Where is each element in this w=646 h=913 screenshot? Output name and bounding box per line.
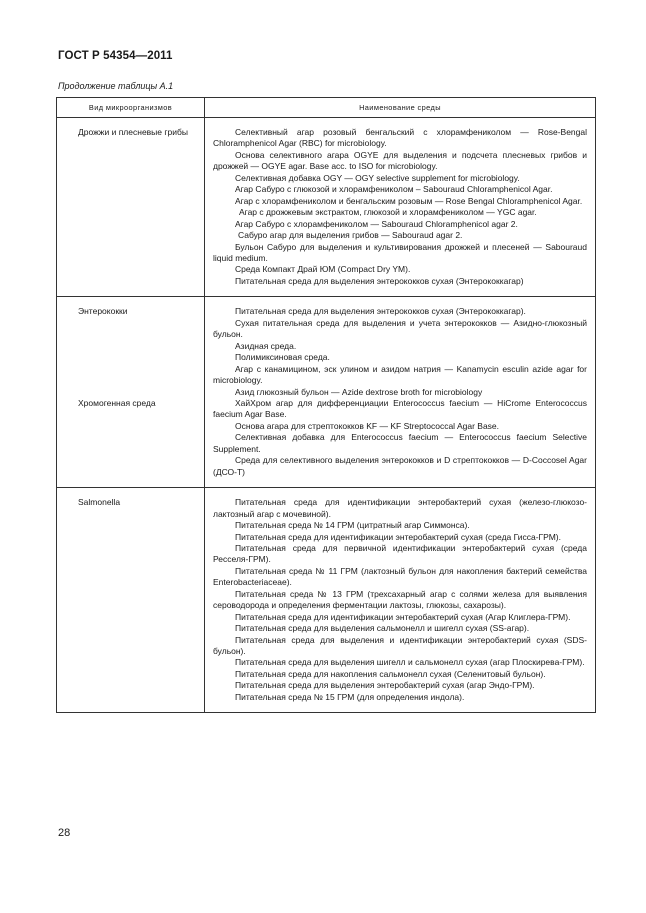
media-item: Питательная среда для первичной идентификации энтеробактерий сухая (среда Ресселя-ГРМ). — [213, 542, 587, 565]
media-item: Питательная среда для выделения энтерококков сухая (Энтерококкагар) — [235, 275, 524, 286]
media-item: Селективный агар розовый бенгальский с хлорамфениколом — Rose-Bengal Chloramphenicol Agar (RBC) for microbiology. — [213, 127, 587, 149]
media-item: Агар Сабуро с хлорамфениколом — Sabouraud Chloramphenicol agar 2. — [235, 218, 518, 229]
media-item: Питательная среда № 11 ГРМ (лактозный бульон для накопления бактерий семейства Enterobacteriaceae). — [213, 565, 587, 588]
document-header: ГОСТ Р 54354—2011 — [58, 50, 173, 62]
media-item: Агар с канамицином, эск улином и азидом натрия — Kanamycin esculin azide agar for microbiology. — [213, 363, 587, 386]
organism-name: Дрожжи и плесневые грибы — [78, 127, 188, 137]
media-item: Агар Сабуро с глюкозой и хлорамфениколом – Sabouraud Chloramphenicol Agar. — [235, 184, 553, 195]
media-item: ХайХром агар для дифференциации Enterococcus faecium — HiCrome Enterococcus faecium Agar Base. — [213, 397, 587, 420]
media-item: Среда для селективного выделения энтерококков и D стрептококков — D-Coccosel Agar (ДСО-Т) — [213, 455, 587, 477]
media-item: Азид глюкозный бульон — Azide dextrose broth for microbiology — [235, 386, 483, 397]
media-item: Агар с хлорамфениколом и бенгальским розовым — Rose Bengal Chloramphenicol Agar. — [235, 195, 583, 206]
table-row-yeasts — [57, 118, 596, 297]
media-item: Питательная среда № 15 ГРМ (для определения индола). — [235, 691, 465, 702]
organism-name: Хромогенная среда — [78, 397, 156, 408]
media-item: Сабуро агар для выделения грибов — Sabouraud agar 2. — [238, 230, 463, 241]
organism-name: Salmonella — [78, 497, 121, 508]
table-row-enterococci — [57, 297, 596, 488]
media-cell — [205, 118, 596, 297]
media-item: Питательная среда для выделения и идентификации энтеробактерий сухая (SDS-бульон). — [213, 634, 587, 657]
media-item: Селективная добавка для Enterococcus faecium — Enterococcus faecium Selective Supplement. — [213, 432, 587, 454]
organism-name: Энтерококки — [78, 306, 128, 317]
media-item: Питательная среда для идентификации энтеробактерий сухая (железо-глюкозо-лактозный агар с мочевиной). — [213, 497, 587, 519]
column-header-media: Наименование среды — [205, 98, 596, 118]
media-item: Питательная среда для накопления сальмонелл сухая (Селенитовый бульон). — [235, 668, 546, 679]
media-item: Азидная среда. — [235, 340, 297, 351]
media-cell — [205, 488, 596, 713]
organisms-cell — [57, 297, 205, 488]
column-header-organisms: Вид микроорганизмов — [57, 98, 205, 118]
media-item: Бульон Сабуро для выделения и культивирования дрожжей и плесеней — Sabouraud liquid medium. — [213, 241, 587, 263]
table-caption: Продолжение таблицы А.1 — [58, 81, 174, 91]
media-cell — [205, 297, 596, 488]
organisms-cell — [57, 118, 205, 297]
table-row-salmonella — [57, 488, 596, 713]
media-item: Питательная среда для выделения сальмонелл и шигелл сухая (SS-агар). — [235, 623, 530, 634]
media-item: Агар с дрожжевым экстрактом, глюкозой и хлорамфениколом — YGC agar. — [239, 207, 537, 218]
media-item: Основа селективного агара OGYE для выделения и подсчета плесневых грибов и дрожжей — OGYE agar. Base acc. to ISO for microbiology. — [213, 149, 587, 172]
page-number: 28 — [58, 827, 71, 839]
media-item: Селективная добавка OGY — OGY selective supplement for microbiology. — [235, 172, 520, 183]
media-item: Сухая питательная среда для выделения и учета энтерококков — Азидно-глюкозный бульон. — [213, 317, 587, 340]
media-table — [56, 97, 596, 713]
organisms-cell — [57, 488, 205, 713]
media-item: Среда Компакт Драй ЮМ (Compact Dry YM). — [235, 264, 411, 275]
media-item: Питательная среда № 13 ГРМ (трехсахарный агар с солями железа для выявления сероводорода и определения ферментации лактозы, глюкозы, сахарозы). — [213, 588, 587, 611]
media-item: Питательная среда для идентификации энтеробактерий сухая (среда Гисса-ГРМ). — [235, 531, 561, 542]
media-item: Питательная среда для выделения энтеробактерий сухая (агар Эндо-ГРМ). — [235, 680, 535, 691]
media-item: Питательная среда для идентификации энтеробактерий сухая (Агар Клиглера-ГРМ). — [235, 611, 571, 622]
media-item: Основа агара для стрептококков KF — KF Streptococcal Agar Base. — [235, 420, 500, 431]
media-item: Питательная среда № 14 ГРМ (цитратный агар Симмонса). — [235, 520, 470, 531]
media-item: Питательная среда для выделения шигелл и сальмонелл сухая (агар Плоскирева-ГРМ). — [235, 657, 585, 668]
media-item: Питательная среда для выделения энтерококков сухая (Энтерококкагар). — [235, 306, 526, 317]
media-item: Полимиксиновая среда. — [235, 352, 330, 363]
